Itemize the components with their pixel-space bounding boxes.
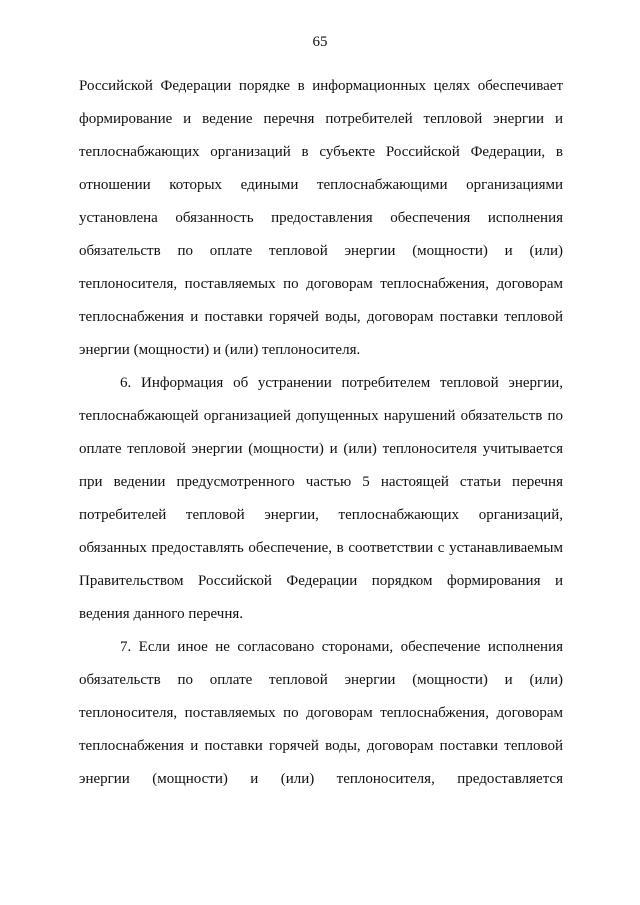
text-line: теплоносителя, поставляемых по договорам теплоснабжения, договорам [79, 276, 563, 292]
page-number: 65 [312, 34, 328, 50]
text-line: теплоснабжающих организаций в субъекте Российской Федерации, в [79, 144, 563, 160]
text-line: Российской Федерации порядке в информационных целях обеспечивает [79, 78, 563, 94]
text-line: Правительством Российской Федерации порядком формирования и [79, 573, 563, 589]
text-line: формирование и ведение перечня потребителей тепловой энергии и [79, 111, 563, 127]
body-text [79, 70, 563, 796]
text-line: теплоносителя, поставляемых по договорам теплоснабжения, договорам [79, 705, 563, 721]
text-line: оплате тепловой энергии (мощности) и (или) теплоносителя учитывается [79, 441, 563, 457]
text-line: теплоснабжения и поставки горячей воды, договорам поставки тепловой [79, 738, 563, 754]
text-line: отношении которых едиными теплоснабжающими организациями [79, 177, 563, 193]
text-line: теплоснабжающей организацией допущенных нарушений обязательств по [79, 408, 563, 424]
text-line: теплоснабжения и поставки горячей воды, договорам поставки тепловой [79, 309, 563, 325]
text-line: обязанных предоставлять обеспечение, в соответствии с устанавливаемым [79, 540, 563, 556]
text-line: 6. Информация об устранении потребителем тепловой энергии, [120, 375, 563, 391]
text-line: потребителей тепловой энергии, теплоснабжающих организаций, [79, 507, 563, 523]
text-line: обязательств по оплате тепловой энергии (мощности) и (или) [79, 243, 563, 259]
text-line: установлена обязанность предоставления обеспечения исполнения [79, 210, 563, 226]
text-line: энергии (мощности) и (или) теплоносителя, предоставляется [79, 771, 563, 787]
text-line: энергии (мощности) и (или) теплоносителя. [79, 342, 361, 358]
text-line: ведения данного перечня. [79, 606, 244, 622]
text-line: при ведении предусмотренного частью 5 настоящей статьи перечня [79, 474, 563, 490]
text-line: 7. Если иное не согласовано сторонами, обеспечение исполнения [120, 639, 563, 655]
text-line: обязательств по оплате тепловой энергии (мощности) и (или) [79, 672, 563, 688]
